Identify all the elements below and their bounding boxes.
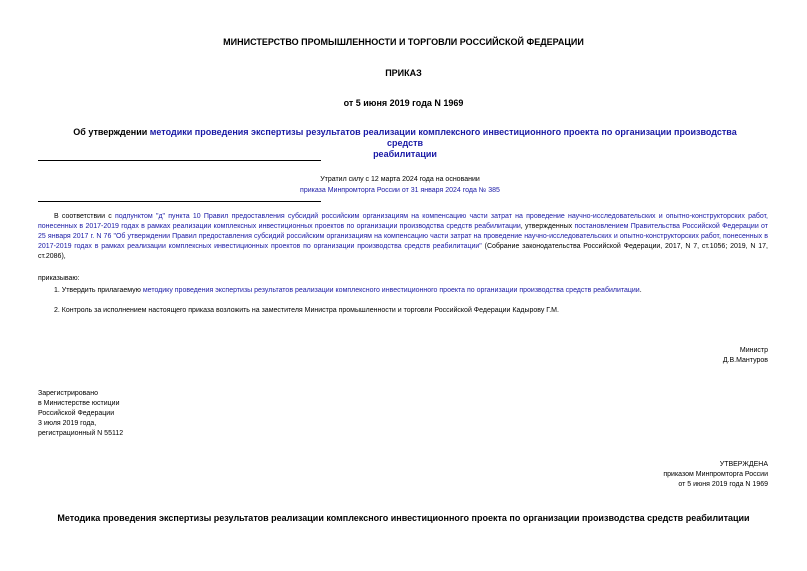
- approval-line3: от 5 июня 2019 года N 1969: [678, 481, 768, 488]
- p1-text-a: В соответствии с: [54, 213, 115, 220]
- registration-line3: Российской Федерации: [38, 410, 115, 417]
- repeal-note-line1: Утратил силу с 12 марта 2024 года на основании: [320, 176, 480, 183]
- title-link[interactable]: [150, 127, 737, 159]
- title-link-part2: реабилитации: [373, 149, 437, 159]
- p1-text-b: , утвержденных: [520, 223, 575, 230]
- registration-line4: 3 июля 2019 года,: [38, 420, 97, 427]
- signature-name: Д.В.Мантуров: [722, 357, 768, 364]
- top-divider: [38, 160, 321, 161]
- registration-line5: регистрационный N 55112: [38, 430, 124, 437]
- ministry-heading: МИНИСТЕРСТВО ПРОМЫШЛЕННОСТИ И ТОРГОВЛИ РОССИЙСКОЙ ФЕДЕРАЦИИ: [223, 37, 584, 47]
- item-2: 2. Контроль за исполнением настоящего приказа возложить на заместителя Министра промышленности и торговли Российской Федерации Кадырову Г.М.: [54, 307, 559, 314]
- registration-line2: в Министерстве юстиции: [38, 400, 120, 407]
- registration-block: [38, 389, 238, 439]
- signature-block: [568, 346, 768, 366]
- item-1: [54, 286, 768, 296]
- rules-subparagraph-link[interactable]: подпунктом "д" пункта 10 Правил предоставления субсидий российским организациям на компенсацию части затрат на проведение научно-исследовательских и опытно-конструкторских работ, понесенных в 2017-2019 годах в рамках реализации комплексных инвестиционных проектов по организации производства средств реабилитации: [38, 213, 768, 230]
- repeal-note: [200, 174, 600, 196]
- title-link-part1: методики проведения экспертизы результатов реализации комплексного инвестиционного проекта по организации производства средств: [149, 127, 737, 148]
- document-title: [60, 127, 750, 160]
- signature-title: Министр: [739, 347, 768, 354]
- item1-text-a: 1. Утвердить прилагаемую: [54, 287, 143, 294]
- order-heading: ПРИКАЗ: [385, 68, 422, 78]
- methodology-title: Методика проведения экспертизы результатов реализации комплексного инвестиционного проекта по организации производства средств реабилитации: [57, 513, 750, 523]
- approval-block: [518, 460, 768, 490]
- bottom-divider: [38, 201, 321, 202]
- item1-text-b: .: [639, 287, 642, 294]
- methodology-link[interactable]: методику проведения экспертизы результатов реализации комплексного инвестиционного проекта по организации производства средств реабилитации: [142, 287, 640, 294]
- order-date: от 5 июня 2019 года N 1969: [343, 98, 464, 108]
- registration-line1: Зарегистрировано: [38, 390, 98, 397]
- government-resolution-link[interactable]: постановлением Правительства Российской Федерации от 25 января 2017 г. N 76 "Об утверждении Правил предоставления субсидий российским организациям на компенсацию части затрат на проведение научно-исследовательских и опытно-конструкторских работ, понесенных в 2017-2019 годах в рамках реализации комплексных инвестиционных проектов по организации производства средств реабилитации": [38, 223, 768, 250]
- p1-text-c: (Собрание законодательства Российской Федерации, 2017, N 7, ст.1056; 2019, N 17, ст.2086),: [38, 243, 769, 260]
- approval-line2: приказом Минпромторга России: [663, 471, 768, 478]
- orders-label: приказываю:: [38, 275, 80, 282]
- approval-line1: УТВЕРЖДЕНА: [719, 461, 768, 468]
- repeal-order-link[interactable]: приказа Минпромторга России от 31 января 2024 года № 385: [300, 187, 500, 194]
- title-prefix: Об утверждении: [73, 127, 150, 137]
- preamble-paragraph: [38, 212, 768, 262]
